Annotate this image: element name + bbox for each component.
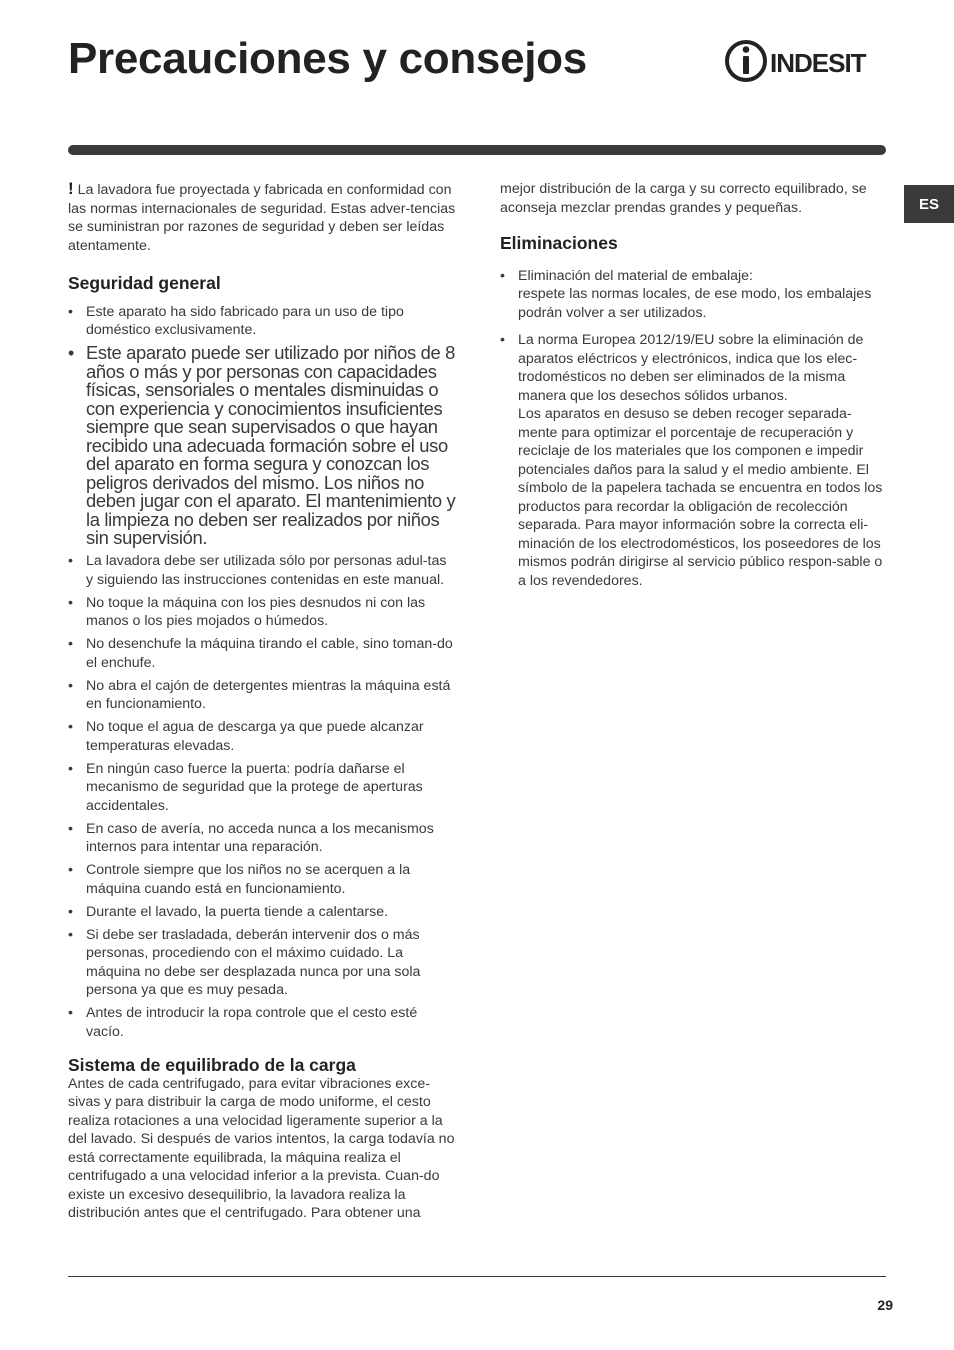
list-item bbox=[500, 331, 888, 590]
language-tab: ES bbox=[904, 185, 954, 223]
page-number: 29 bbox=[877, 1297, 893, 1313]
item-text: • La norma Europea 2012/19/EU sobre la eliminación de aparatos eléctricos y electrónicos, indica que los elec-trodomésticos no deben ser eliminados de la misma manera que los desechos sólidos urbanos. bbox=[518, 332, 864, 404]
list-item: • La lavadora debe ser utilizada sólo por personas adul-tas y siguiendo las instrucciones contenidas en este manual. bbox=[68, 552, 456, 589]
item-title: • Eliminación del material de embalaje: bbox=[518, 267, 754, 284]
equilibrado-text: Antes de cada centrifugado, para evitar vibraciones exce-sivas y para distribuir la carga de modo uniforme, el cesto realiza rotaciones a una velocidad ligeramente superior a la del lavado. Si después de varios intentos, la carga todavía no está correctamente equilibrada, la máquina realiza el centrifugado a una velocidad inferior a la prevista. Cuan-do existe un excesivo desequilibrio, la lavadora realiza la distribución antes que el centrifugado. Para obtener una bbox=[68, 1075, 455, 1221]
list-item: • No desenchufe la máquina tirando el cable, sino toman-do el enchufe. bbox=[68, 635, 456, 672]
list-item: • No toque la máquina con los pies desnudos ni con las manos o los pies mojados o húmedos. bbox=[68, 594, 456, 631]
list-item: • Antes de introducir la ropa controle que el cesto esté vacío. bbox=[68, 1004, 456, 1041]
list-item: • Este aparato ha sido fabricado para un uso de tipo doméstico exclusivamente. bbox=[68, 303, 456, 340]
list-item: • Durante el lavado, la puerta tiende a calentarse. bbox=[68, 903, 456, 922]
list-item: • No abra el cajón de detergentes mientras la máquina está en funcionamiento. bbox=[68, 677, 456, 714]
intro-text: La lavadora fue proyectada y fabricada en conformidad con las normas internacionales de seguridad. Estas adver-tencias se suministran por razones de seguridad y deben ser leídas atentamente. bbox=[68, 182, 456, 254]
list-item bbox=[500, 267, 888, 323]
eliminaciones-list bbox=[500, 267, 888, 591]
intro-paragraph bbox=[68, 180, 456, 255]
indesit-logo bbox=[724, 38, 889, 84]
section-heading-seguridad: Seguridad general bbox=[68, 273, 221, 293]
left-column bbox=[68, 180, 456, 1223]
section-heading-eliminaciones: Eliminaciones bbox=[500, 233, 618, 253]
svg-text:INDESIT: INDESIT bbox=[770, 48, 866, 78]
list-item: • Este aparato puede ser utilizado por niños de 8 años o más y por personas con capacidades físicas, sensoriales o mentales disminuidas o con experiencia y conocimientos insuficientes siempre que sean supervisados o que hayan recibido una adecuada formación sobre el uso del aparato en forma segura y conozcan los peligros derivados del mismo. Los niños no deben jugar con el aparato. El mantenimiento y la limpieza no deben ser realizados por niños sin supervisión. bbox=[68, 344, 456, 548]
warning-mark: ! bbox=[68, 179, 74, 198]
item-text: respete las normas locales, de ese modo, los embalajes podrán volver a ser utilizados. bbox=[518, 286, 872, 321]
section-heading-equilibrado: Sistema de equilibrado de la carga bbox=[68, 1055, 356, 1075]
footer-divider bbox=[68, 1276, 886, 1277]
equilibrado-text-continued: mejor distribución de la carga y su correcto equilibrado, se aconseja mezclar prendas grandes y pequeñas. bbox=[500, 181, 867, 216]
right-column bbox=[500, 180, 888, 595]
item-text: Los aparatos en desuso se deben recoger separada-mente para optimizar el porcentaje de recuperación y reciclaje de los materiales que los componen e impedir potenciales daños para la salud y el medio ambiente. El símbolo de la papelera tachada se encuentra en todos los productos para recordar la obligación de recolección separada. Para mayor información sobre la correcta eli-minación de los electrodomésticos, los poseedores de los mismos podrán dirigirse al servicio público respon-sable o a los revendedores. bbox=[518, 406, 883, 589]
page-title: Precauciones y consejos bbox=[68, 34, 587, 83]
list-item: • No toque el agua de descarga ya que puede alcanzar temperaturas elevadas. bbox=[68, 718, 456, 755]
header-divider-bar bbox=[68, 145, 886, 155]
seguridad-list bbox=[68, 303, 456, 1042]
list-item: • En ningún caso fuerce la puerta: podría dañarse el mecanismo de seguridad que la protege de aperturas accidentales. bbox=[68, 760, 456, 816]
list-item: • Si debe ser trasladada, deberán intervenir dos o más personas, procediendo con el máximo cuidado. La máquina no debe ser desplazada nunca por una sola persona ya que es muy pesada. bbox=[68, 926, 456, 1000]
list-item: • En caso de avería, no acceda nunca a los mecanismos internos para intentar una reparación. bbox=[68, 820, 456, 857]
list-item: • Controle siempre que los niños no se acerquen a la máquina cuando está en funcionamiento. bbox=[68, 861, 456, 898]
